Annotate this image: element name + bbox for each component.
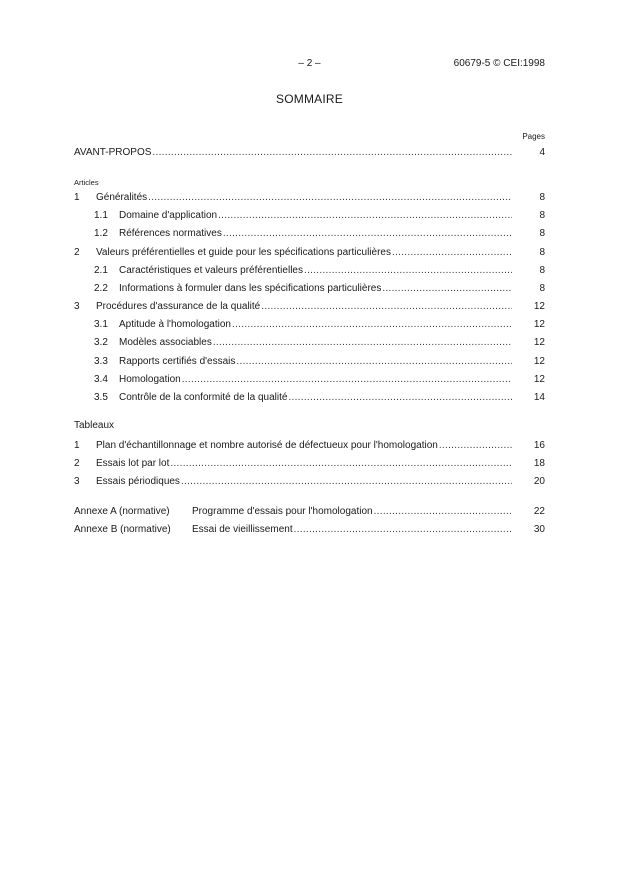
- toc-entry-text: Caractéristiques et valeurs préférentielles: [119, 265, 303, 276]
- toc-entry-number: 3: [74, 476, 80, 487]
- pages-column-label: Pages: [522, 132, 545, 141]
- toc-entry-text: Homologation: [119, 374, 181, 385]
- tableaux-heading: Tableaux: [74, 420, 115, 431]
- dot-leader: [182, 372, 512, 388]
- toc-entry-number: 2: [74, 247, 80, 258]
- toc-entry-subarticle[interactable]: [94, 226, 545, 242]
- toc-entry-page: 12: [533, 319, 545, 330]
- toc-entry-page: 16: [533, 440, 545, 451]
- dot-leader: [261, 299, 512, 315]
- dot-leader: [213, 335, 512, 351]
- toc-entry-number: 2.2: [94, 283, 108, 294]
- toc-entry-subarticle[interactable]: [94, 390, 545, 406]
- page-number: – 2 –: [298, 58, 321, 69]
- toc-entry-text: Domaine d'application: [119, 210, 218, 221]
- toc-entry-number: 3.5: [94, 392, 108, 403]
- toc-entry-number: 3: [74, 301, 80, 312]
- toc-entry-number: Annexe A (normative): [74, 506, 170, 517]
- dot-leader: [288, 390, 512, 406]
- toc-entry-text: Plan d'échantillonnage et nombre autorisé de défectueux pour l'homologation: [96, 440, 438, 451]
- toc-entry-page: 12: [533, 337, 545, 348]
- dot-leader: [382, 281, 512, 297]
- toc-entry-page: 14: [533, 392, 545, 403]
- toc-entry-number: 1.1: [94, 210, 108, 221]
- toc-entry-table[interactable]: [74, 474, 545, 490]
- toc-entry-number: 3.3: [94, 356, 108, 367]
- toc-entry-text: Programme d'essais pour l'homologation: [192, 506, 373, 517]
- toc-entry-article[interactable]: [74, 190, 545, 206]
- toc-entry-page: 30: [533, 524, 545, 535]
- toc-entry-page: 22: [533, 506, 545, 517]
- dot-leader: [148, 190, 512, 206]
- dot-leader: [181, 474, 512, 490]
- toc-entry-text: Informations à formuler dans les spécifications particulières: [119, 283, 382, 294]
- toc-entry-annex[interactable]: [74, 504, 545, 520]
- toc-entry-text: AVANT-PROPOS: [74, 147, 152, 158]
- toc-entry-text: Contrôle de la conformité de la qualité: [119, 392, 288, 403]
- toc-entry-text: Essais périodiques: [96, 476, 180, 487]
- toc-entry-text: Aptitude à l'homologation: [119, 319, 231, 330]
- toc-entry-subarticle[interactable]: [94, 281, 545, 297]
- toc-entry-page: 12: [533, 301, 545, 312]
- toc-entry-avant-propos[interactable]: [74, 145, 545, 161]
- toc-entry-number: 1: [74, 440, 80, 451]
- dot-leader: [232, 317, 512, 333]
- toc-entry-subarticle[interactable]: [94, 208, 545, 224]
- dot-leader: [170, 456, 512, 472]
- toc-entry-subarticle[interactable]: [94, 354, 545, 370]
- document-reference: 60679-5 © CEI:1998: [453, 58, 545, 69]
- toc-entry-page: 20: [533, 476, 545, 487]
- toc-entry-subarticle[interactable]: [94, 335, 545, 351]
- toc-entry-article[interactable]: [74, 299, 545, 315]
- toc-entry-page: 8: [539, 283, 545, 294]
- toc-entry-article[interactable]: [74, 245, 545, 261]
- dot-leader: [439, 438, 512, 454]
- toc-entry-page: 8: [539, 228, 545, 239]
- toc-entry-number: 3.1: [94, 319, 108, 330]
- toc-entry-subarticle[interactable]: [94, 317, 545, 333]
- dot-leader: [304, 263, 512, 279]
- toc-entry-page: 12: [533, 356, 545, 367]
- articles-heading: Articles: [74, 178, 99, 187]
- toc-entry-number: 1.2: [94, 228, 108, 239]
- toc-entry-text: Valeurs préférentielles et guide pour les spécifications particulières: [96, 247, 391, 258]
- toc-entry-subarticle[interactable]: [94, 263, 545, 279]
- toc-entry-page: 8: [539, 192, 545, 203]
- dot-leader: [223, 226, 512, 242]
- toc-entry-table[interactable]: [74, 438, 545, 454]
- toc-entry-annex[interactable]: [74, 522, 545, 538]
- toc-entry-number: 3.2: [94, 337, 108, 348]
- toc-entry-text: Procédures d'assurance de la qualité: [96, 301, 261, 312]
- toc-entry-text: Modèles associables: [119, 337, 212, 348]
- toc-entry-page: 8: [539, 210, 545, 221]
- toc-entry-subarticle[interactable]: [94, 372, 545, 388]
- toc-entry-number: 3.4: [94, 374, 108, 385]
- dot-leader: [236, 354, 512, 370]
- toc-entry-table[interactable]: [74, 456, 545, 472]
- toc-entry-text: Essai de vieillissement: [192, 524, 293, 535]
- dot-leader: [392, 245, 512, 261]
- toc-entry-text: Rapports certifiés d'essais: [119, 356, 236, 367]
- toc-entry-text: Essais lot par lot: [96, 458, 170, 469]
- dot-leader: [294, 522, 512, 538]
- toc-entry-page: 4: [539, 147, 545, 158]
- page-title: SOMMAIRE: [276, 92, 343, 106]
- toc-entry-number: 2: [74, 458, 80, 469]
- toc-entry-number: Annexe B (normative): [74, 524, 171, 535]
- toc-entry-number: 1: [74, 192, 80, 203]
- toc-entry-number: 2.1: [94, 265, 108, 276]
- toc-entry-page: 18: [533, 458, 545, 469]
- dot-leader: [374, 504, 512, 520]
- toc-entry-text: Références normatives: [119, 228, 222, 239]
- dot-leader: [152, 145, 512, 161]
- dot-leader: [218, 208, 512, 224]
- toc-entry-page: 8: [539, 247, 545, 258]
- toc-entry-page: 12: [533, 374, 545, 385]
- toc-entry-text: Généralités: [96, 192, 148, 203]
- toc-entry-page: 8: [539, 265, 545, 276]
